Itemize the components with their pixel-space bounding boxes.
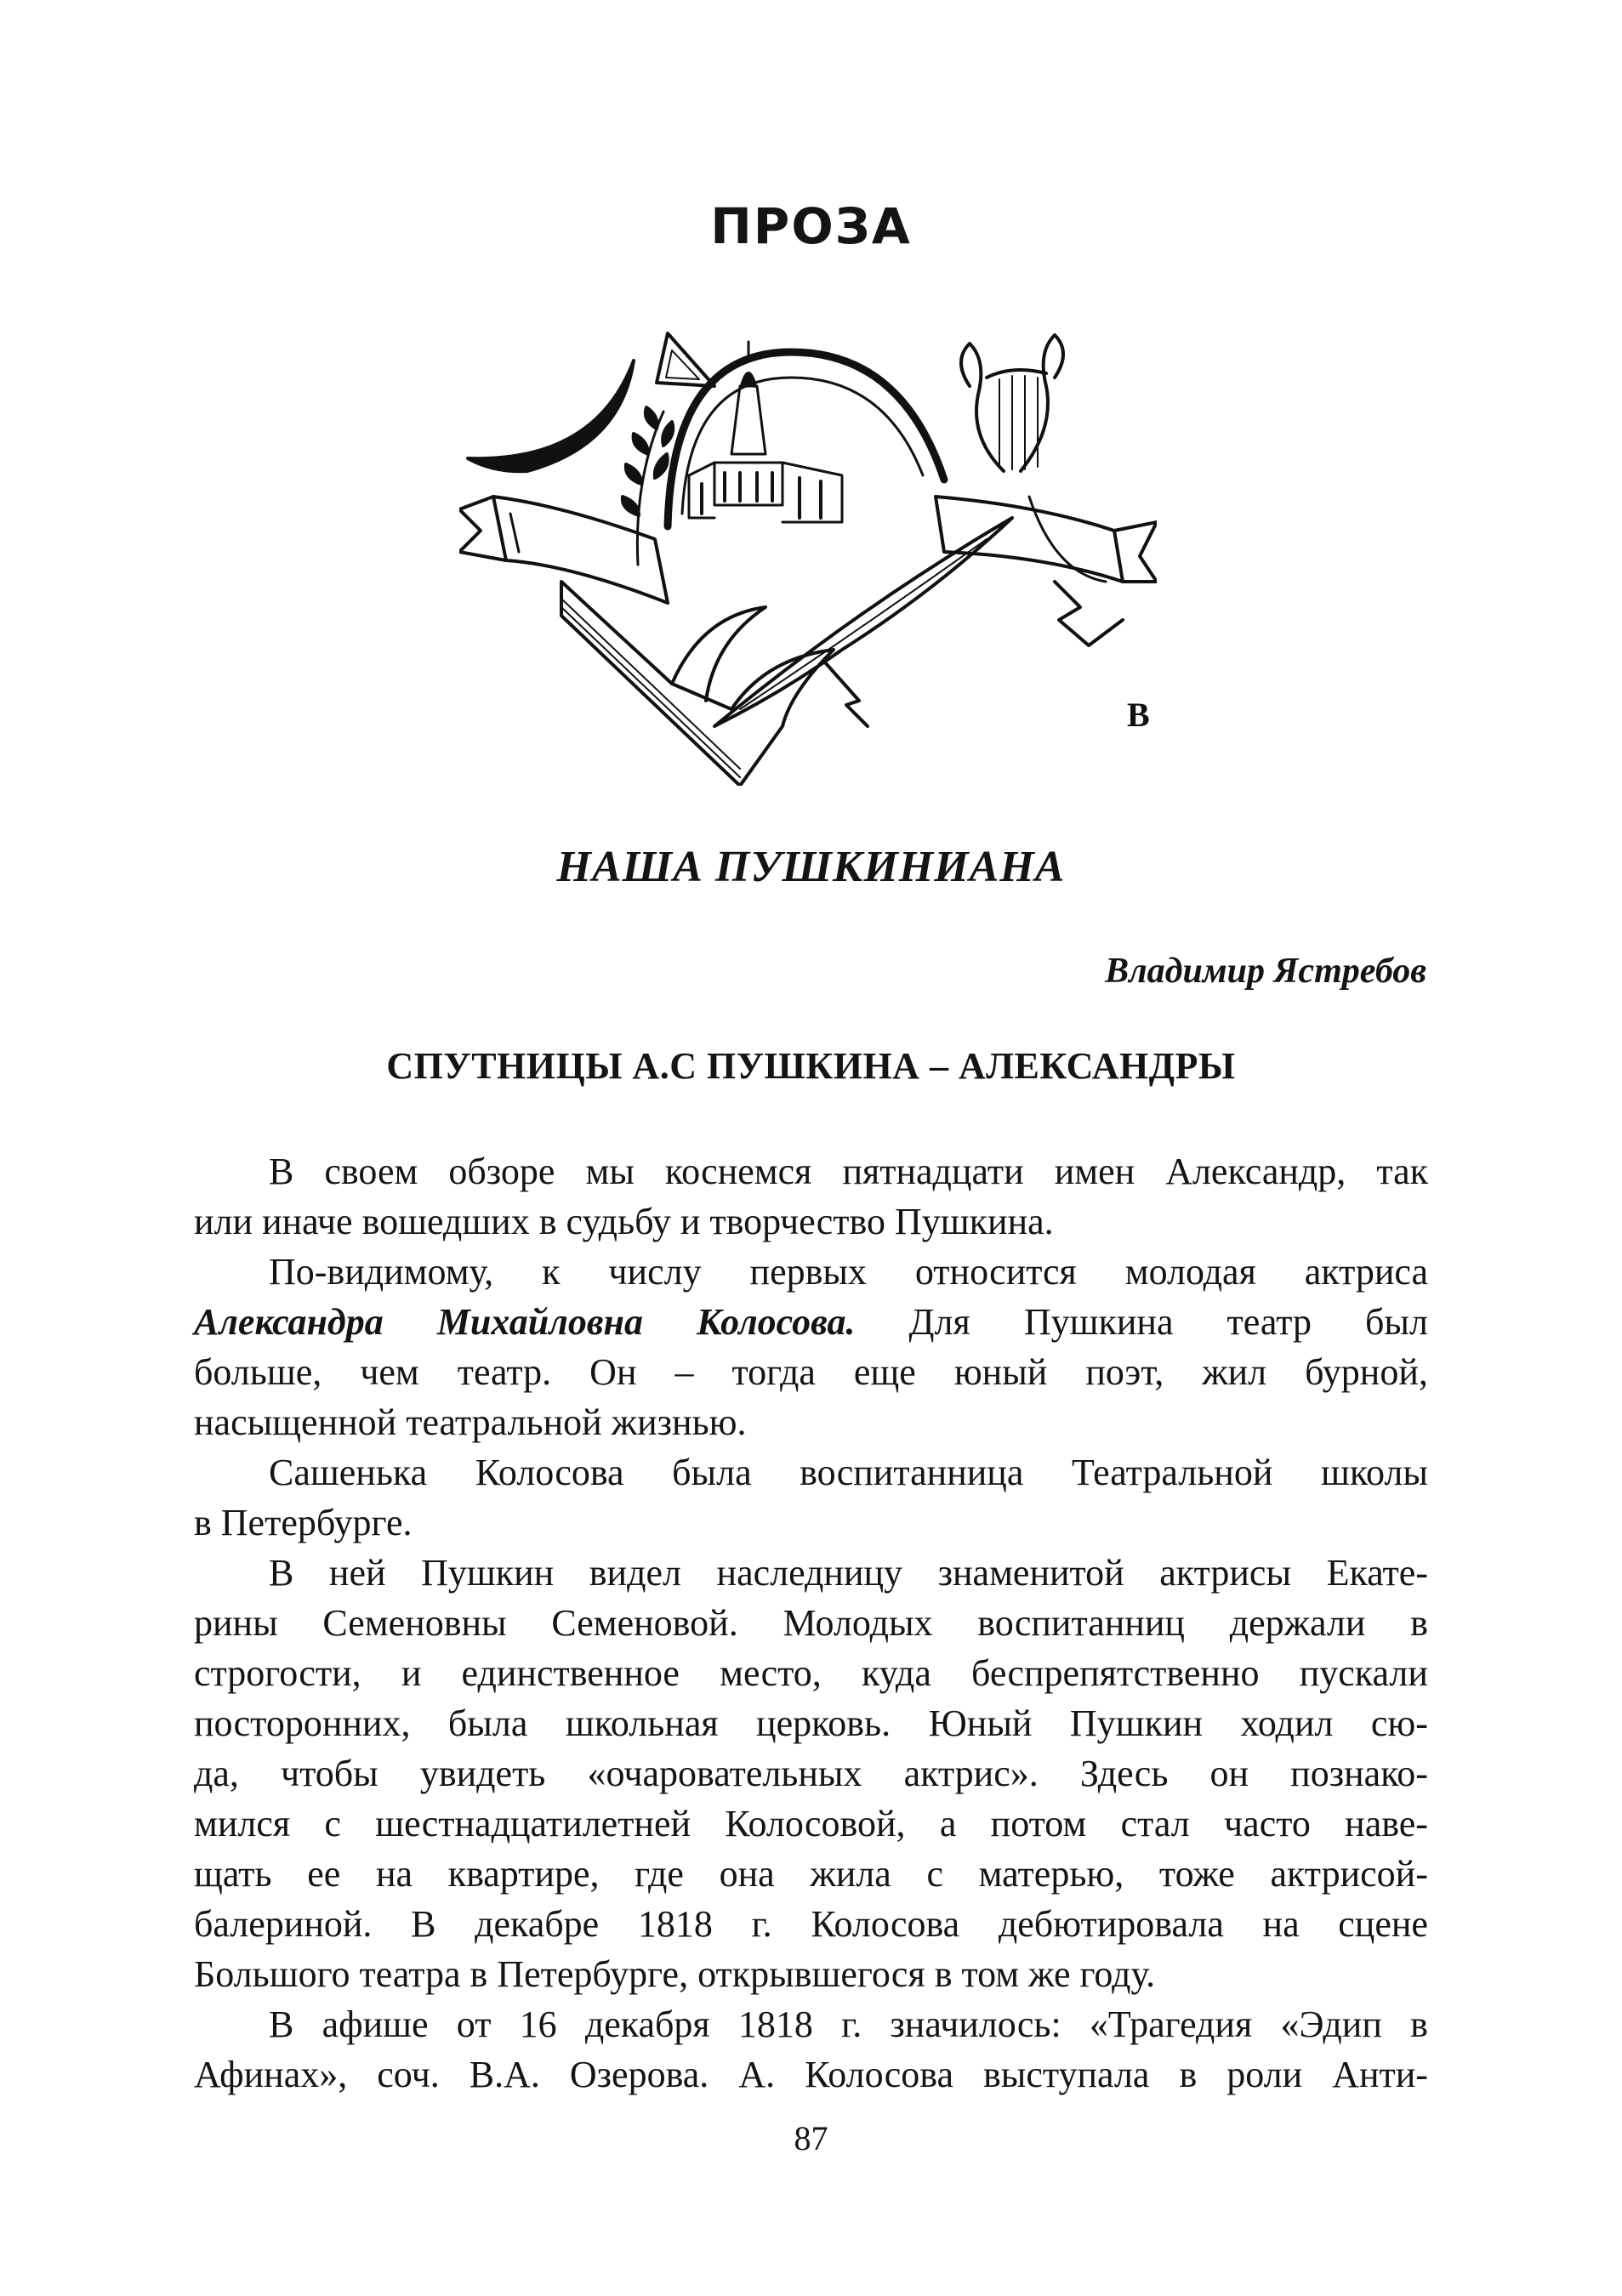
word: был xyxy=(1365,1301,1428,1343)
word: актрисы xyxy=(1159,1552,1292,1594)
word: единственное xyxy=(461,1652,680,1694)
emphasized-word: Колосова. xyxy=(697,1301,856,1343)
body-line xyxy=(194,1347,1428,1397)
word: числу xyxy=(608,1251,702,1293)
word: жизнью. xyxy=(611,1401,747,1443)
word: юный xyxy=(953,1351,1048,1393)
word: тогда xyxy=(731,1351,816,1393)
word: с xyxy=(324,1803,341,1844)
word: была xyxy=(672,1452,752,1493)
body-line xyxy=(194,1196,1428,1247)
word: Большого xyxy=(194,1953,350,1995)
word: имен xyxy=(1054,1151,1135,1192)
word: Екате- xyxy=(1326,1552,1428,1594)
word: «Эдип xyxy=(1280,2003,1382,2045)
word: театра xyxy=(359,1953,461,1995)
word: Пушкина xyxy=(1023,1301,1174,1343)
word: В.А. xyxy=(469,2054,540,2095)
body-line xyxy=(194,1447,1428,1498)
monogram: В xyxy=(1127,696,1150,734)
series-title: НАША ПУШКИНИАНА xyxy=(556,843,1066,891)
article-body xyxy=(194,1146,1428,2100)
word: чтобы xyxy=(281,1753,378,1794)
word: театральной xyxy=(406,1401,602,1443)
word: пятнадцати xyxy=(842,1151,1024,1192)
word: в xyxy=(538,1201,557,1242)
word: или xyxy=(194,1201,253,1242)
body-line xyxy=(194,1498,1428,1548)
word: посторонних, xyxy=(194,1702,411,1744)
word: декабре xyxy=(475,1903,600,1945)
word: По-видимому, xyxy=(269,1251,494,1293)
word: Колосова xyxy=(475,1452,624,1493)
word: Александр, xyxy=(1165,1151,1346,1192)
word: Колосова xyxy=(811,1903,960,1945)
word: Колосовой, xyxy=(725,1803,906,1844)
word: выступала xyxy=(982,2054,1150,2095)
word: еще xyxy=(853,1351,916,1393)
word: балериной. xyxy=(194,1903,373,1945)
word: Семеновой. xyxy=(551,1602,738,1644)
word: с xyxy=(926,1853,943,1895)
word: место, xyxy=(720,1652,822,1694)
word: ней xyxy=(328,1552,386,1594)
body-line xyxy=(194,1397,1428,1447)
word: где xyxy=(635,1853,684,1895)
word: на xyxy=(375,1853,413,1895)
word: да, xyxy=(194,1753,239,1794)
body-line xyxy=(194,1297,1428,1347)
body-line xyxy=(194,1247,1428,1297)
emblem-illustration xyxy=(459,327,1157,786)
word: часто xyxy=(1224,1803,1311,1844)
word: роли xyxy=(1226,2054,1303,2095)
emphasized-word: Михайловна xyxy=(436,1301,643,1343)
word: Для xyxy=(908,1301,970,1343)
word: рины xyxy=(194,1602,278,1644)
word: бурной, xyxy=(1305,1351,1428,1393)
body-line xyxy=(194,1598,1428,1648)
word: соч. xyxy=(377,2054,440,2095)
word: дебютировала xyxy=(998,1903,1224,1945)
word: Пушкин xyxy=(421,1552,555,1594)
word: к xyxy=(542,1251,561,1293)
word: ее xyxy=(307,1853,341,1895)
word: вошедших xyxy=(361,1201,530,1242)
word: была xyxy=(447,1702,528,1744)
word: актрис». xyxy=(903,1753,1039,1794)
word: актрисой- xyxy=(1270,1853,1428,1895)
word: же xyxy=(1028,1953,1071,1995)
word: В xyxy=(269,1552,294,1594)
word: Петербурге. xyxy=(220,1502,413,1543)
word: больше, xyxy=(194,1351,322,1393)
word: Молодых xyxy=(783,1602,933,1644)
section-title: ПРОЗА xyxy=(710,197,912,255)
word: судьбу xyxy=(566,1201,671,1242)
word: пускали xyxy=(1299,1652,1428,1694)
word: открывшегося xyxy=(697,1953,925,1995)
word: Юный xyxy=(928,1702,1033,1744)
word: жил xyxy=(1202,1351,1267,1393)
word: в xyxy=(1410,2003,1428,2045)
word: в xyxy=(194,1502,212,1543)
word: коснемся xyxy=(664,1151,812,1192)
word: А. xyxy=(738,2054,776,2095)
word: театр xyxy=(1226,1301,1312,1343)
word: 1818 xyxy=(737,2003,813,2045)
body-line xyxy=(194,2049,1428,2100)
word: В xyxy=(411,1903,436,1945)
body-line xyxy=(194,1548,1428,1598)
word: куда xyxy=(861,1652,931,1694)
word: жила xyxy=(810,1853,891,1895)
word: наследницу xyxy=(716,1552,903,1594)
word: Пушкин xyxy=(1069,1702,1204,1744)
word: и xyxy=(401,1652,422,1694)
word: так xyxy=(1376,1151,1428,1192)
word: школы xyxy=(1320,1452,1428,1493)
body-line xyxy=(194,1799,1428,1849)
word: в xyxy=(1179,2054,1198,2095)
word: она xyxy=(719,1853,775,1895)
word: 1818 xyxy=(637,1903,713,1945)
word: своем xyxy=(324,1151,418,1192)
word: В xyxy=(269,1151,294,1192)
word: в xyxy=(470,1953,488,1995)
word: г. xyxy=(751,1903,772,1945)
word: том xyxy=(961,1953,1020,1995)
word: мился xyxy=(194,1803,291,1844)
word: матерью, xyxy=(978,1853,1124,1895)
word: и xyxy=(680,1201,701,1242)
word: шестнадцатилетней xyxy=(375,1803,691,1844)
word: сю- xyxy=(1370,1702,1428,1744)
word: Колосова xyxy=(805,2054,953,2095)
word: молодая xyxy=(1124,1251,1256,1293)
word: познако- xyxy=(1290,1753,1428,1794)
word: воспитанниц xyxy=(977,1602,1185,1644)
word: «очаровательных xyxy=(587,1753,862,1794)
word: творчество xyxy=(709,1201,885,1242)
word: актриса xyxy=(1304,1251,1428,1293)
word: квартире, xyxy=(447,1853,600,1895)
word: В xyxy=(269,2003,294,2045)
word: 16 xyxy=(519,2003,557,2045)
word: щать xyxy=(194,1853,272,1895)
word: Он xyxy=(589,1351,637,1393)
word: мы xyxy=(585,1151,635,1192)
page-number: 87 xyxy=(794,2119,828,2157)
word: тоже xyxy=(1158,1853,1235,1895)
article-title: СПУТНИЦЫ А.С ПУШКИНА – АЛЕКСАНДРЫ xyxy=(386,1045,1236,1087)
word: в xyxy=(1410,1602,1428,1644)
word: сцене xyxy=(1338,1903,1428,1945)
word: Озерова. xyxy=(569,2054,709,2095)
body-line xyxy=(194,1949,1428,1999)
word: строгости, xyxy=(194,1652,361,1694)
word: Здесь xyxy=(1079,1753,1169,1794)
word: Пушкина. xyxy=(894,1201,1054,1242)
word: Сашенька xyxy=(269,1452,428,1493)
word: значилось: xyxy=(890,2003,1061,2045)
word: поэт, xyxy=(1085,1351,1164,1393)
word: наве- xyxy=(1345,1803,1428,1844)
body-line xyxy=(194,1899,1428,1949)
body-line xyxy=(194,1146,1428,1196)
word: видел xyxy=(589,1552,681,1594)
word: первых xyxy=(749,1251,867,1293)
word: школьная xyxy=(565,1702,719,1744)
body-line xyxy=(194,1849,1428,1899)
word: он xyxy=(1209,1753,1249,1794)
word: «Трагедия xyxy=(1089,2003,1253,2045)
word: держали xyxy=(1229,1602,1366,1644)
word: ходил xyxy=(1240,1702,1334,1744)
body-line xyxy=(194,1999,1428,2049)
word: иначе xyxy=(262,1201,353,1242)
word: афише xyxy=(322,2003,429,2045)
body-line xyxy=(194,1748,1428,1799)
word: – xyxy=(674,1351,694,1393)
word: воспитанница xyxy=(800,1452,1024,1493)
word: театр. xyxy=(457,1351,552,1393)
word: знаменитой xyxy=(937,1552,1124,1594)
word: чем xyxy=(360,1351,419,1393)
word: г. xyxy=(841,2003,862,2045)
word: Петербурге, xyxy=(497,1953,689,1995)
word: в xyxy=(934,1953,953,1995)
word: году. xyxy=(1079,1953,1156,1995)
word: на xyxy=(1262,1903,1300,1945)
word: обзоре xyxy=(448,1151,555,1192)
word: беспрепятственно xyxy=(971,1652,1260,1694)
word: увидеть xyxy=(419,1753,546,1794)
word: Театральной xyxy=(1071,1452,1273,1493)
emphasized-word: Александра xyxy=(194,1301,384,1343)
word: потом xyxy=(990,1803,1087,1844)
word: насыщенной xyxy=(194,1401,397,1443)
word: церковь. xyxy=(756,1702,891,1744)
word: Семеновны xyxy=(322,1602,507,1644)
word: от xyxy=(456,2003,492,2045)
word: а xyxy=(939,1803,957,1844)
word: Анти- xyxy=(1332,2054,1428,2095)
body-line xyxy=(194,1698,1428,1748)
body-line xyxy=(194,1648,1428,1698)
word: стал xyxy=(1120,1803,1190,1844)
word: относится xyxy=(914,1251,1077,1293)
author-name: Владимир Ястребов xyxy=(1105,952,1426,991)
word: декабря xyxy=(584,2003,710,2045)
word: Афинах», xyxy=(194,2054,348,2095)
